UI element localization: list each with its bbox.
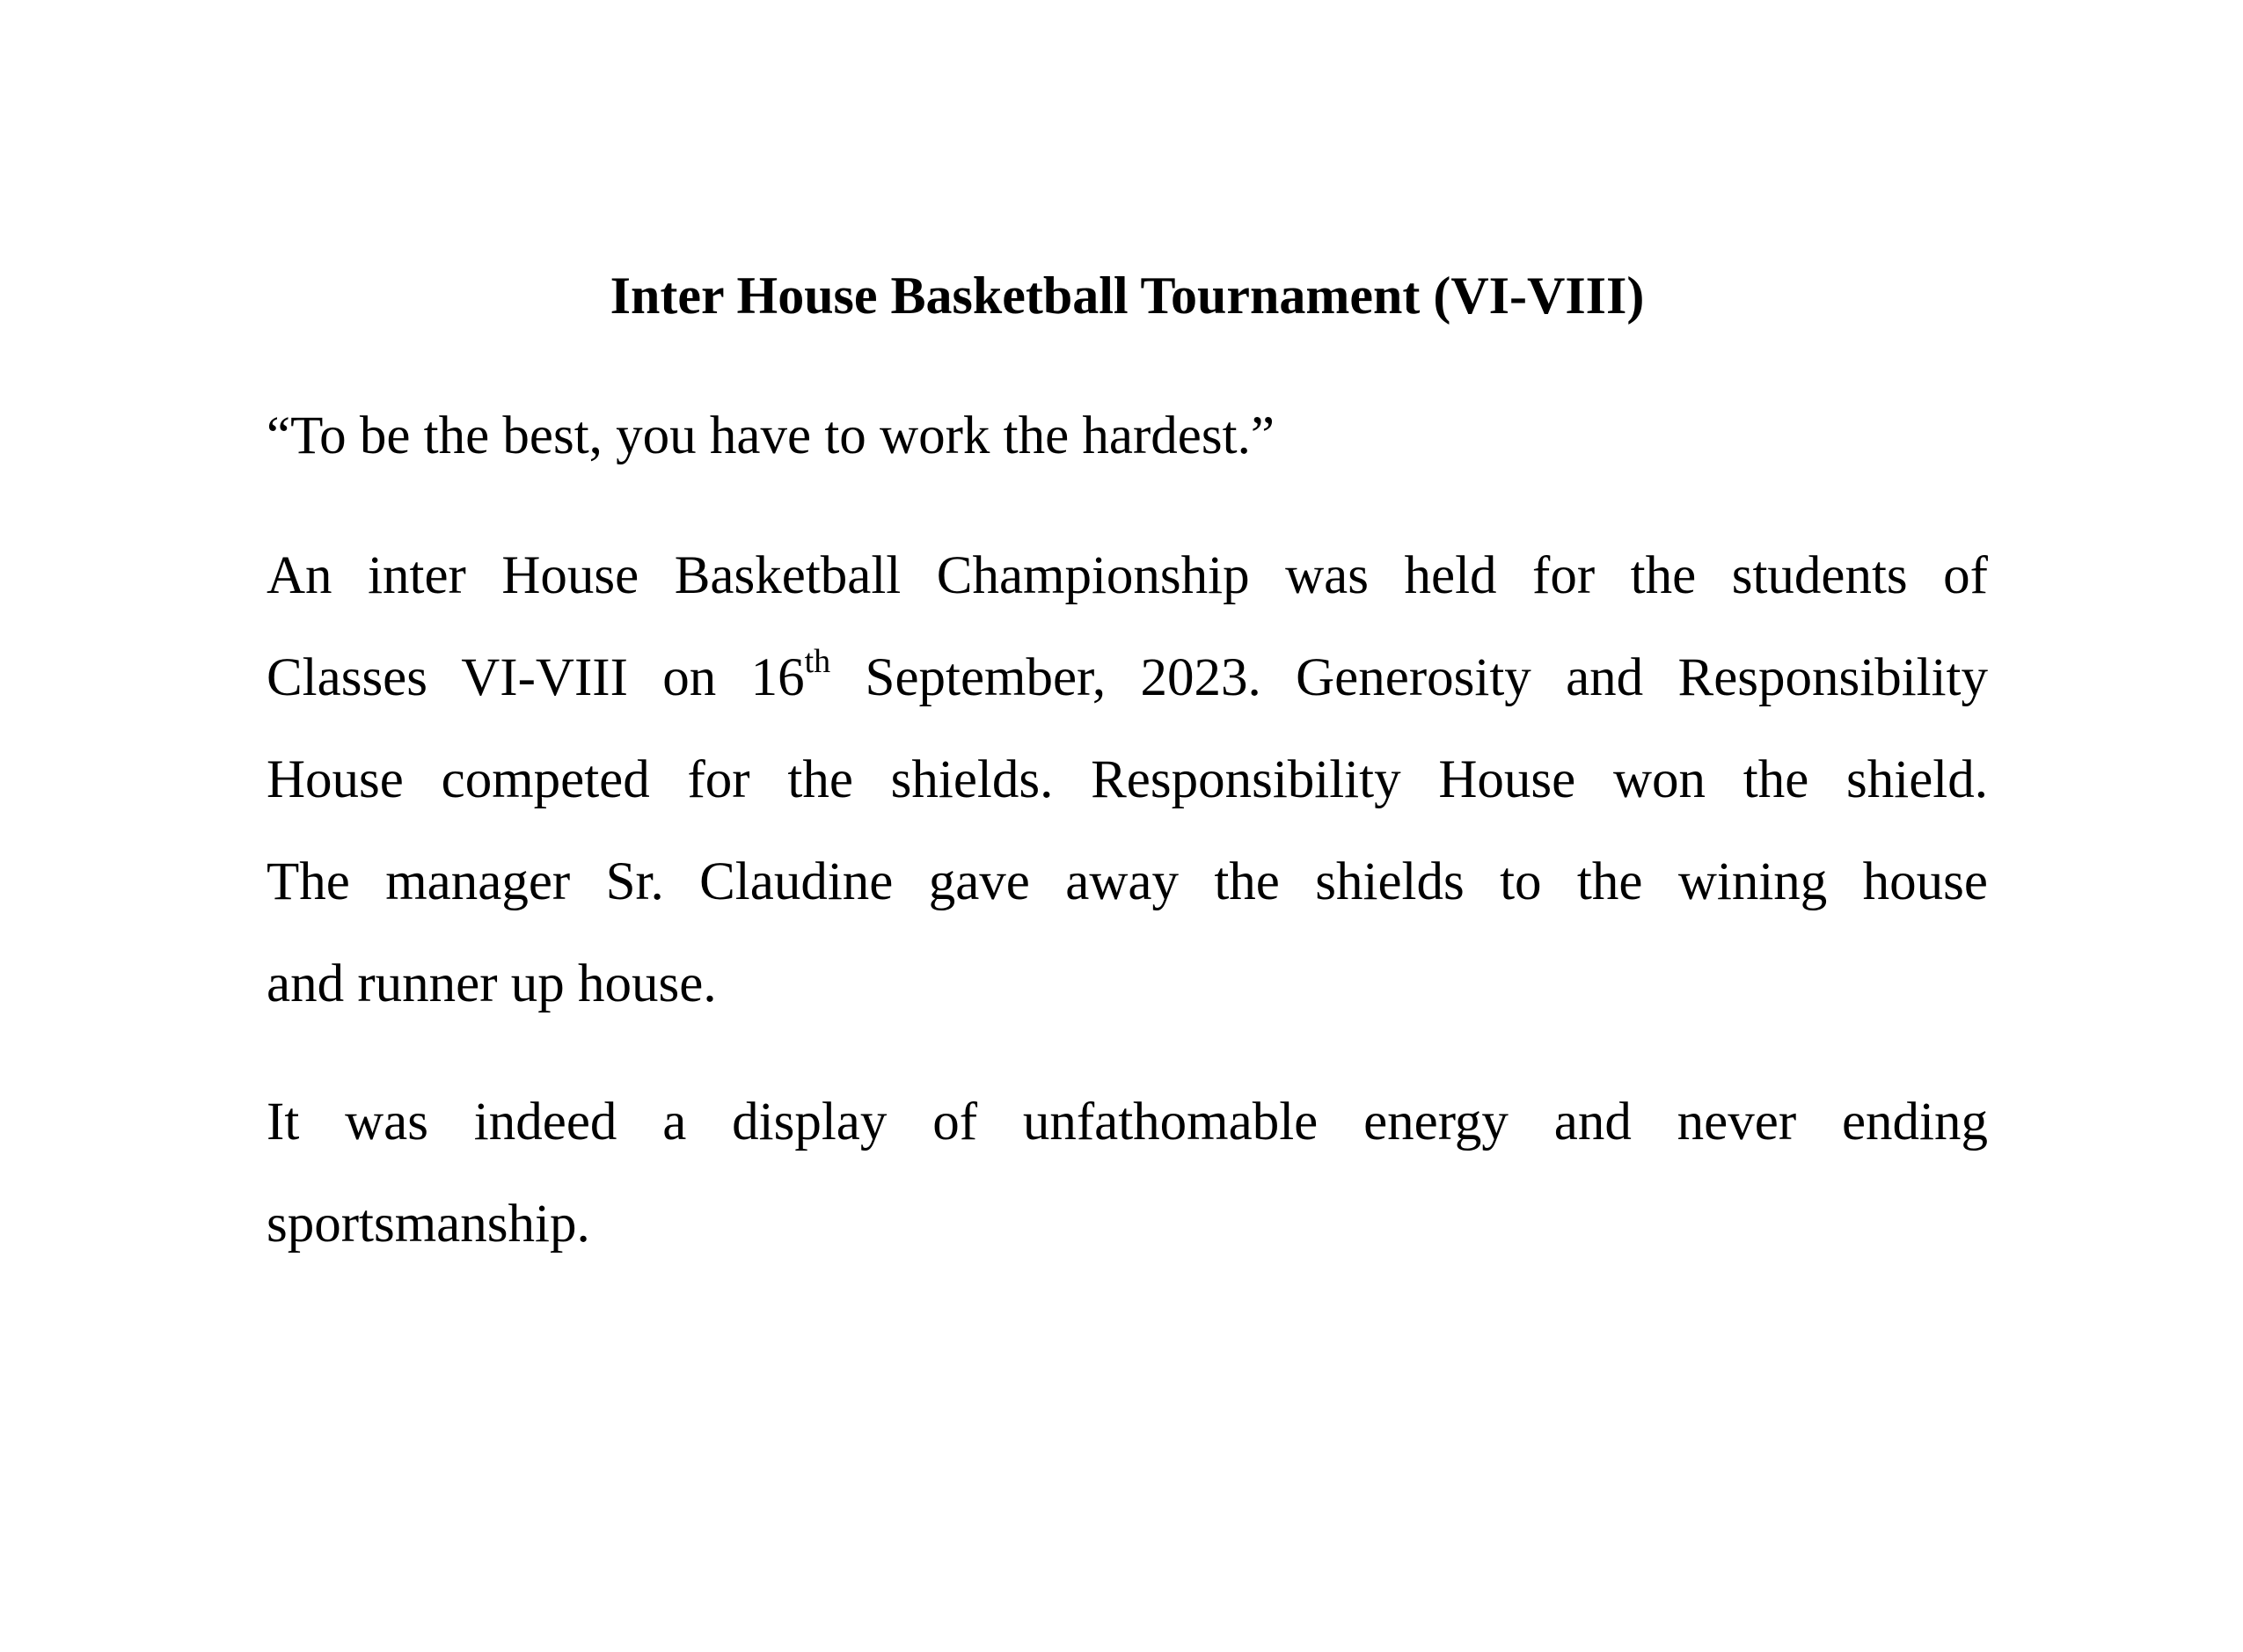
date-text-before: Classes VI-VIII on 16 — [267, 648, 805, 707]
paragraph-line: and runner up house. — [267, 954, 717, 1013]
paragraph-line: House competed for the shields. Responsibility House won the shield. — [267, 750, 1988, 809]
paragraph-line: An inter House Basketball Championship was held for the students of — [267, 546, 1988, 605]
ordinal-suffix: th — [804, 643, 831, 680]
paragraph-line-date — [267, 627, 1988, 729]
paragraph-line: The manager Sr. Claudine gave away the shields to the wining house — [267, 852, 1988, 911]
document-title: Inter House Basketball Tournament (VI-VIII) — [610, 267, 1645, 325]
paragraph-closing — [267, 1071, 1988, 1276]
paragraph-line: sportsmanship. — [267, 1195, 590, 1254]
paragraph-line: It was indeed a display of unfathomable energy and never ending — [267, 1093, 1988, 1151]
date-text-after: September, 2023. Generosity and Responsibility — [830, 648, 1988, 707]
paragraph-event-description — [267, 525, 1988, 1035]
opening-quote: “To be the best, you have to work the hardest.” — [267, 406, 1275, 465]
